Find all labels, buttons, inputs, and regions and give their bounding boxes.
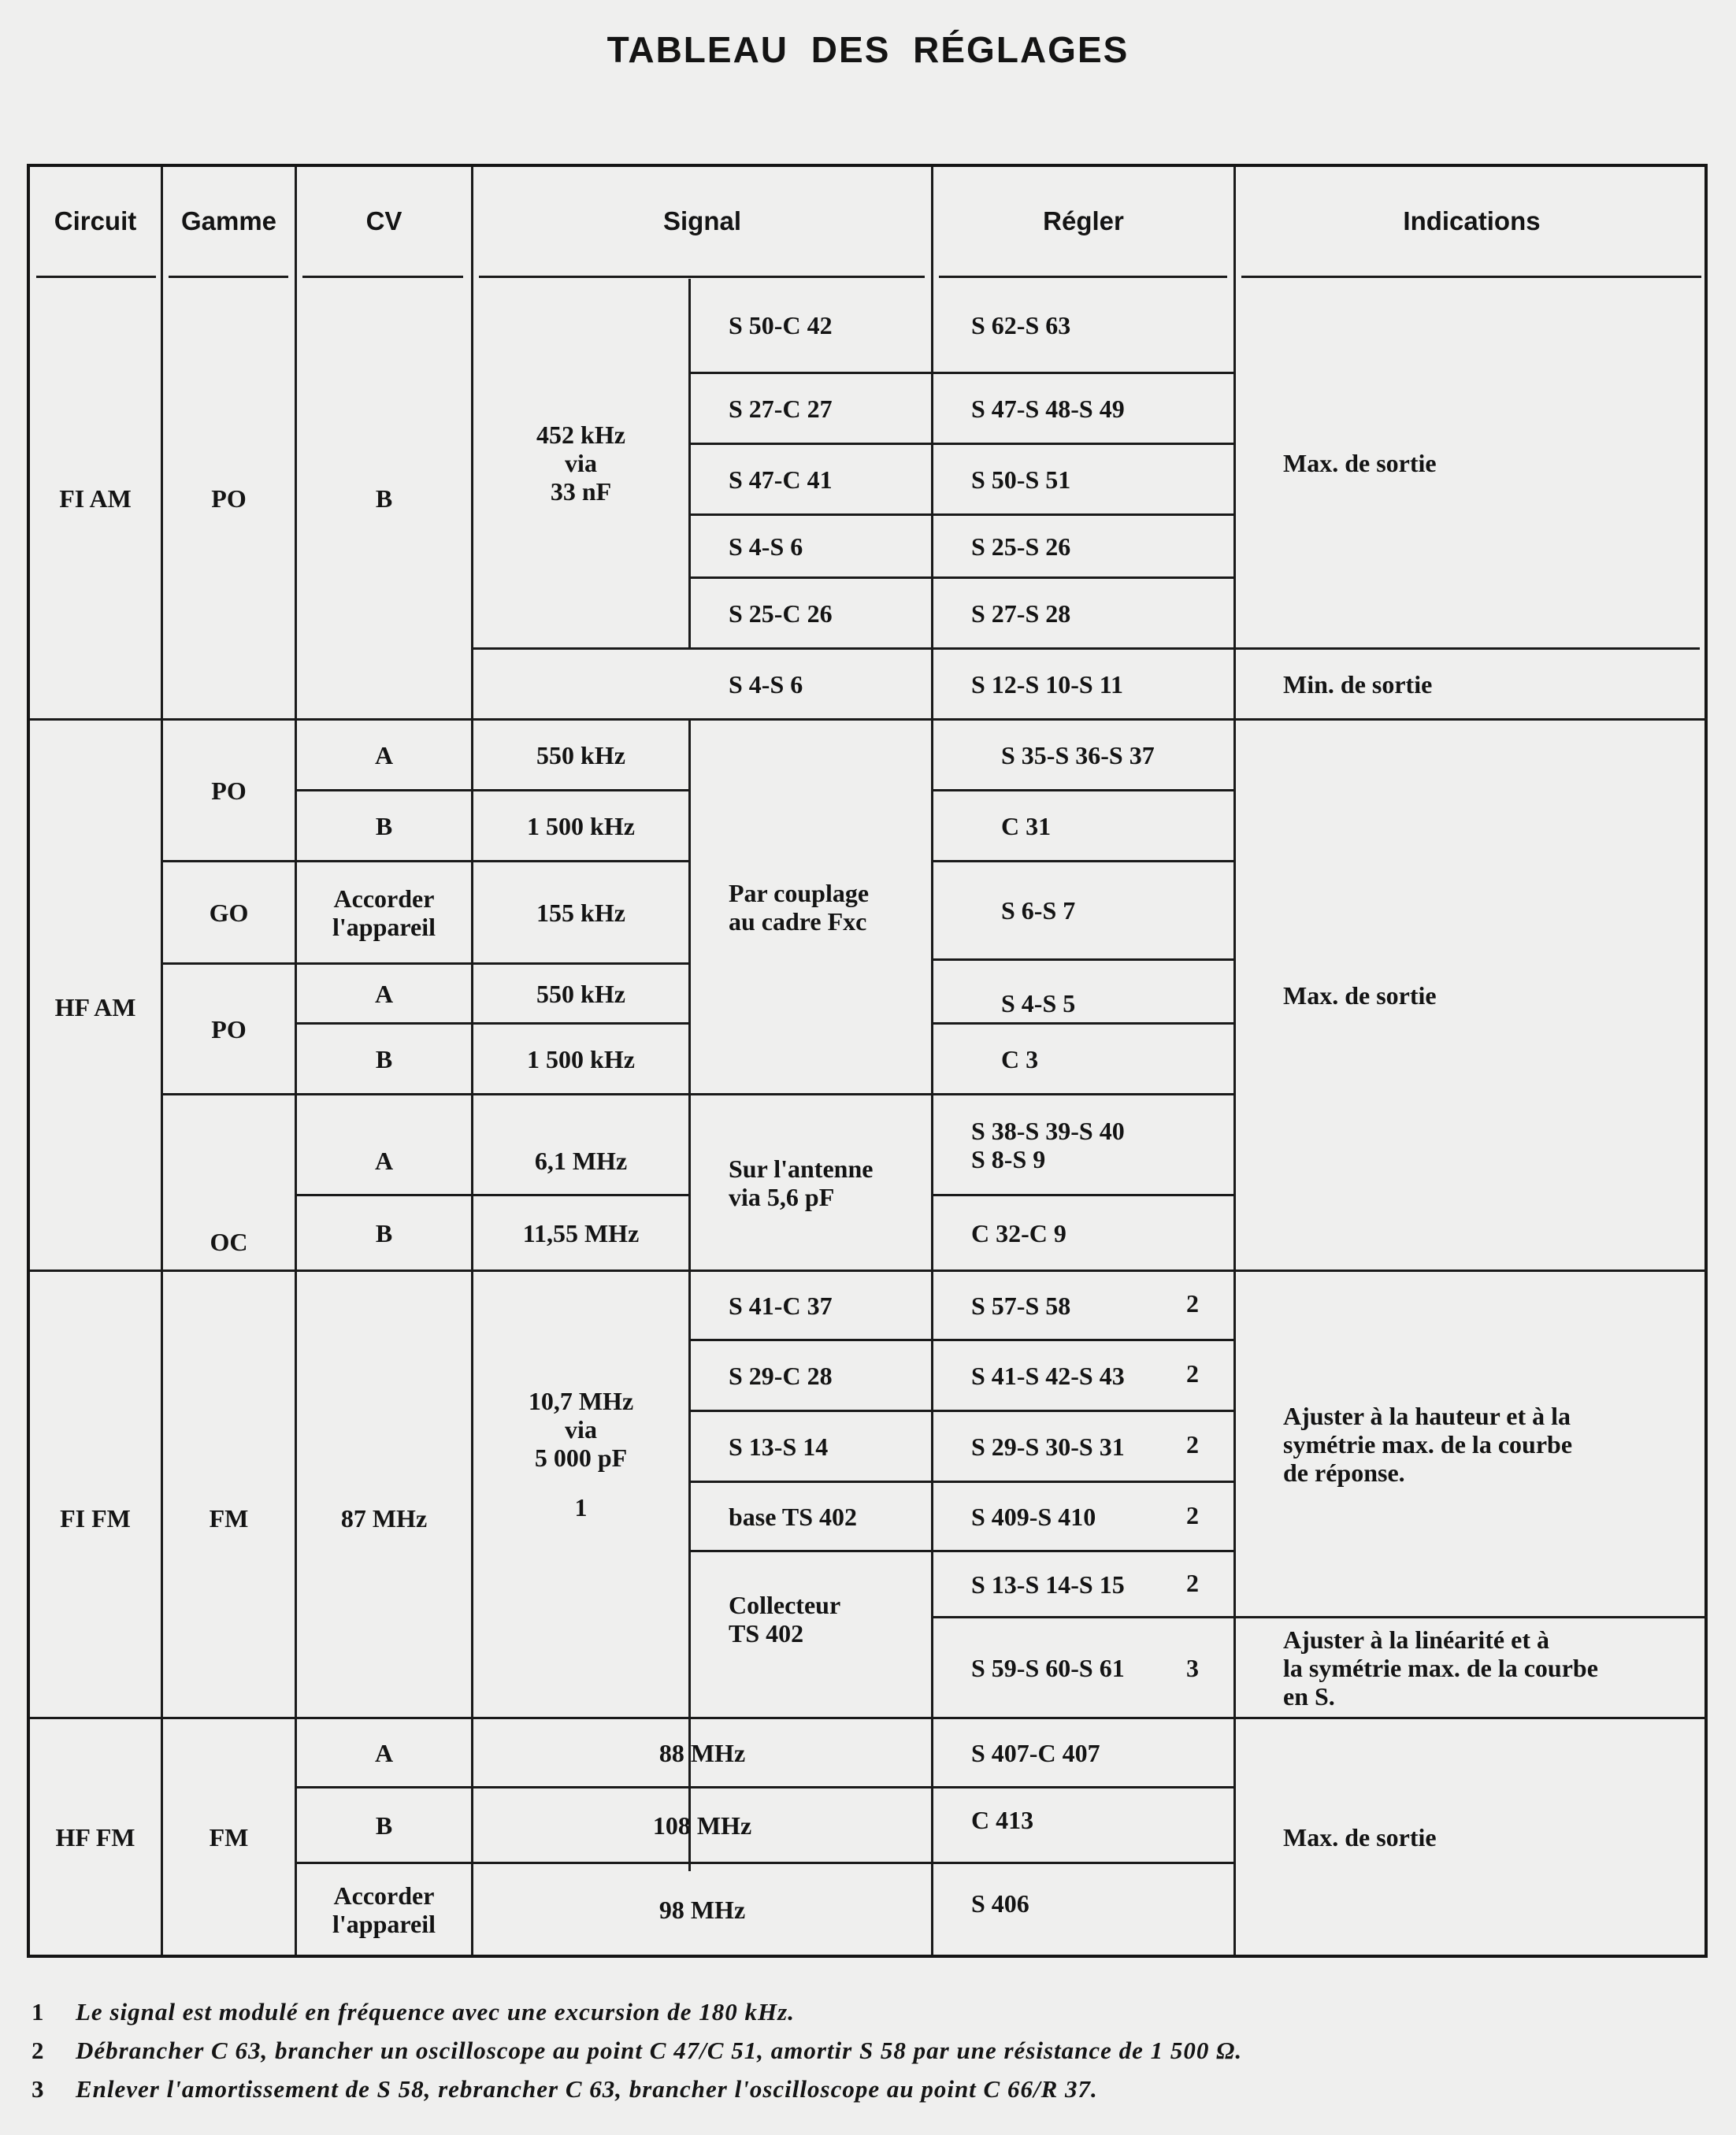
regler-cell: S 59-S 60-S 61 (971, 1653, 1125, 1682)
circuit-cell: FI AM (59, 484, 132, 513)
regler-cell: S 4-S 5 (1001, 989, 1076, 1017)
gamme-cell: PO (211, 1014, 247, 1043)
cv-cell: A (374, 1146, 394, 1175)
header-circuit: Circuit (54, 206, 137, 235)
freq-cell: 155 kHz (536, 898, 625, 927)
regler-cell: C 413 (971, 1806, 1034, 1834)
signal-cell: 452 kHz via 33 nF (536, 420, 625, 506)
freq-cell: 1 500 kHz (527, 811, 635, 840)
footnote-text: Enlever l'amortissement de S 58, rebrancher C 63, brancher l'oscilloscope au point C 66/R 37. (76, 2075, 1098, 2103)
cv-cell: A (374, 979, 394, 1008)
gamme-cell: OC (210, 1227, 248, 1256)
indication-cell: Max. de sortie (1283, 1822, 1437, 1851)
point-cell: S 41-C 37 (729, 1291, 833, 1320)
footnote-text: Le signal est modulé en fréquence avec une excursion de 180 kHz. (76, 1998, 795, 2026)
freq-cell: 1 500 kHz (527, 1044, 635, 1073)
point-cell: Collecteur TS 402 (729, 1590, 841, 1648)
cv-cell: Accorder l'appareil (332, 1881, 436, 1938)
header-gamme: Gamme (180, 206, 277, 235)
gamme-cell: FM (209, 1822, 249, 1851)
indication-cell: Ajuster à la hauteur et à la symétrie max. de la courbe de réponse. (1283, 1401, 1573, 1487)
freq-cell: 6,1 MHz (534, 1146, 628, 1175)
regler-cell: S 47-S 48-S 49 (971, 394, 1125, 423)
signal-cell: 108 MHz (652, 1811, 752, 1840)
regler-cell: S 12-S 10-S 11 (971, 669, 1123, 699)
footnote-ref: 2 (1186, 1501, 1199, 1529)
footnote-number: 3 (32, 2075, 44, 2103)
circuit-cell: HF AM (54, 992, 136, 1021)
point-cell: S 27-C 27 (729, 394, 833, 423)
gamme-cell: GO (209, 898, 249, 927)
cv-cell: 87 MHz (340, 1503, 428, 1533)
regler-cell: S 407-C 407 (971, 1738, 1100, 1767)
indication-cell: Max. de sortie (1283, 448, 1437, 477)
freq-cell: 550 kHz (536, 979, 625, 1008)
freq-cell: 11,55 MHz (522, 1218, 640, 1247)
header-cv: CV (365, 206, 402, 235)
cv-cell: A (374, 1738, 394, 1767)
point-cell: base TS 402 (729, 1502, 858, 1531)
regler-cell: S 13-S 14-S 15 (971, 1570, 1125, 1599)
indication-cell: Max. de sortie (1283, 980, 1437, 1010)
gamme-cell: PO (211, 776, 247, 805)
regler-cell: S 29-S 30-S 31 (971, 1432, 1125, 1461)
gamme-cell: PO (211, 484, 247, 513)
regler-cell: S 27-S 28 (971, 599, 1071, 628)
footnote-text: Débrancher C 63, brancher un oscilloscope au point C 47/C 51, amortir S 58 par une résistance de 1 500 Ω. (76, 2037, 1243, 2064)
footnote-ref: 2 (1186, 1569, 1199, 1597)
circuit-cell: HF FM (55, 1822, 135, 1851)
indication-cell: Min. de sortie (1283, 669, 1433, 699)
signal-cell: 98 MHz (658, 1895, 746, 1924)
regler-cell: S 406 (971, 1889, 1029, 1918)
regler-cell: S 50-S 51 (971, 465, 1071, 494)
cv-cell: B (375, 1044, 393, 1073)
footnotes (32, 1992, 1717, 2108)
settings-table (27, 164, 1708, 1958)
page-title: TABLEAU DES RÉGLAGES (606, 29, 1130, 70)
footnote (32, 2070, 1717, 2108)
cv-cell: B (375, 484, 393, 513)
regler-cell: S 35-S 36-S 37 (1001, 740, 1155, 769)
point-cell: S 25-C 26 (729, 599, 833, 628)
indication-cell: Ajuster à la linéarité et à la symétrie max. de la courbe en S. (1283, 1625, 1598, 1711)
footnote-ref: 2 (1186, 1289, 1199, 1318)
cv-cell: B (375, 811, 393, 840)
regler-cell: S 57-S 58 (971, 1291, 1071, 1320)
cv-cell: B (375, 1218, 393, 1247)
point-cell: S 50-C 42 (729, 310, 833, 339)
point-cell: S 4-S 6 (729, 532, 803, 561)
footnote-number: 1 (32, 1998, 44, 2026)
point-cell: S 47-C 41 (729, 465, 833, 494)
point-cell: S 13-S 14 (729, 1432, 829, 1461)
header-signal: Signal (662, 206, 742, 235)
signal-cell: 10,7 MHz via 5 000 pF (528, 1387, 634, 1472)
point-cell: S 4-S 6 (729, 669, 803, 699)
cv-cell: Accorder l'appareil (332, 884, 436, 941)
regler-cell: S 41-S 42-S 43 (971, 1361, 1125, 1390)
regler-cell: S 62-S 63 (971, 310, 1071, 339)
cv-cell: B (375, 1811, 393, 1840)
footnote (32, 1992, 1717, 2031)
signal-cell: Par couplage au cadre Fxc (729, 878, 870, 936)
regler-cell: S 38-S 39-S 40 S 8-S 9 (971, 1116, 1125, 1173)
footnote-ref: 3 (1186, 1654, 1199, 1682)
regler-cell: C 3 (1001, 1044, 1039, 1073)
regler-cell: S 6-S 7 (1001, 896, 1076, 925)
gamme-cell: FM (209, 1503, 249, 1533)
circuit-cell: FI FM (60, 1503, 131, 1533)
regler-cell: C 31 (1001, 811, 1052, 840)
footnote-ref: 2 (1186, 1359, 1199, 1388)
regler-cell: C 32-C 9 (971, 1218, 1066, 1247)
regler-cell: S 409-S 410 (971, 1502, 1096, 1531)
header-regler: Régler (1043, 206, 1124, 235)
signal-cell: Sur l'antenne via 5,6 pF (729, 1154, 874, 1211)
footnote (32, 2031, 1717, 2070)
freq-cell: 550 kHz (536, 740, 625, 769)
point-cell: S 29-C 28 (729, 1361, 833, 1390)
footnote-ref: 2 (1186, 1430, 1199, 1459)
header-indications: Indications (1403, 206, 1541, 235)
cv-cell: A (374, 740, 394, 769)
signal-note: 1 (574, 1493, 588, 1522)
signal-cell: 88 MHz (658, 1738, 746, 1767)
regler-cell: S 25-S 26 (971, 532, 1071, 561)
footnote-number: 2 (32, 2037, 44, 2064)
